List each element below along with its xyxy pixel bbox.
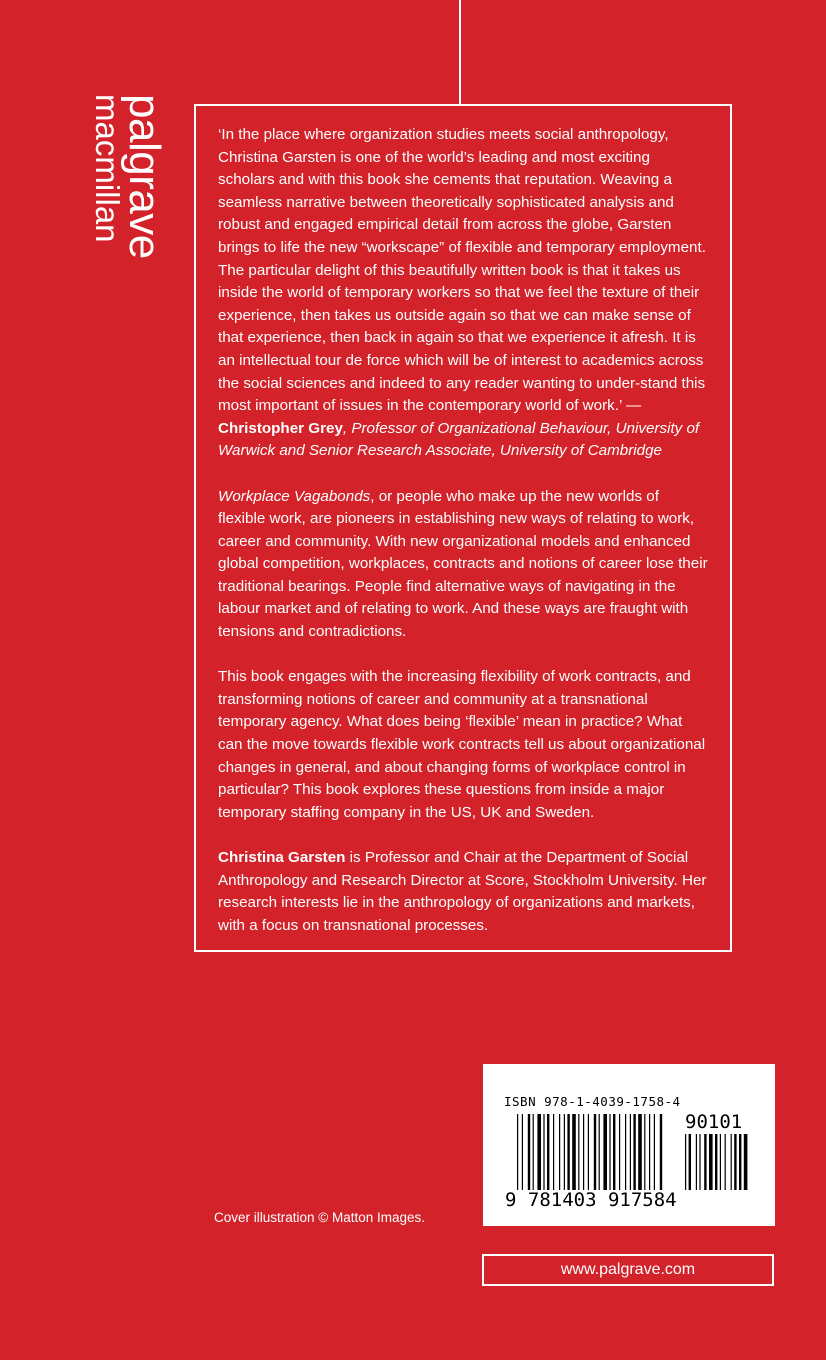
- barcode-bar: [599, 1114, 600, 1190]
- barcode-bar: [644, 1114, 645, 1190]
- barcode-bar: [517, 1114, 518, 1190]
- description-paragraph-2: This book engages with the increasing flexibility of work contracts, and transforming notions of career and community at a transnational temporary agency. What does being ‘flexible’ mean in practice? What can the move towards flexible work contracts tell us about organizational changes in general, and about changing forms of workplace control in particular? This book explores these questions from inside a major temporary staffing company in the US, UK and Sweden.: [218, 668, 706, 821]
- description-text-1: , or people who make up the new worlds of flexible work, are pioneers in establishing new ways of relating to work, career and community. With new organizational models and enhanced global competition, workplaces, contracts and notions of career lose their traditional bearings. People find alternative ways of navigating in the labour market and of relating to work. And these ways are fraught with tensions and contradictions.: [218, 487, 708, 641]
- barcode-bar: [583, 1114, 584, 1190]
- barcode-bar: [660, 1114, 662, 1190]
- barcode-bar: [543, 1114, 544, 1190]
- barcode-bar: [619, 1114, 620, 1190]
- top-divider-line: [459, 0, 461, 104]
- barcode-graphic: [483, 1064, 775, 1226]
- quote-text: ‘In the place where organization studies meets social anthropology, Christina Garsten is one of the world’s leading and most exciting scholars and with this book she cements that reputation. Weaving a seamless narrative between theoretically sophisticated analysis and robust and engaged empirical detail from across the globe, Garsten brings to life the new “workscape” of flexible and temporary employment. The particular delight of this beautifully written book is that it takes us inside the world of temporary workers so that we feel the texture of their experience, then takes us outside again so that we can make sense of that experience, then back in again so that we experience it afresh. It is an intellectual tour de force which will be of interest to academics across the social sciences and indeed to any reader wanting to under-stand this most important of issues in the contemporary world of work.’: [218, 126, 706, 415]
- quote-dash: —: [626, 397, 642, 415]
- main-barcode-bars: [517, 1114, 662, 1190]
- barcode-bar: [685, 1134, 686, 1190]
- blurb-box: [194, 104, 732, 952]
- barcode-bar: [725, 1134, 726, 1190]
- barcode-bar: [739, 1134, 741, 1190]
- barcode-bar: [638, 1114, 642, 1190]
- barcode-bar: [559, 1114, 560, 1190]
- publisher-logo: [78, 94, 168, 284]
- website-link[interactable]: www.palgrave.com: [482, 1254, 774, 1286]
- barcode-bar: [734, 1134, 736, 1190]
- addon-barcode-bars: [685, 1134, 747, 1190]
- barcode-bar: [731, 1134, 732, 1190]
- book-title: Workplace Vagabonds: [218, 487, 371, 505]
- barcode-bar: [603, 1114, 607, 1190]
- barcode-bar: [699, 1134, 700, 1190]
- barcode-main-digits: 9 781403 917584: [505, 1189, 677, 1211]
- barcode-bar: [522, 1114, 523, 1190]
- author-bio-text: is Professor and Chair at the Department of Social Anthropology and Research Director at Score, Stockholm University. Her research interests lie in the anthropology of organizations and markets, with a focus on transnational processes.: [218, 849, 707, 934]
- isbn-label: ISBN 978-1-4039-1758-4: [504, 1094, 681, 1109]
- cover-credit: Cover illustration © Matton Images.: [214, 1210, 426, 1225]
- barcode-bar: [572, 1114, 576, 1190]
- barcode-bar: [630, 1114, 631, 1190]
- barcode-addon-digits: 90101: [685, 1111, 743, 1133]
- barcode-bar: [578, 1114, 579, 1190]
- barcode-bar: [553, 1114, 554, 1190]
- publisher-name-line1: palgrave: [120, 94, 169, 259]
- barcode-bar: [528, 1114, 530, 1190]
- barcode-bar: [704, 1134, 706, 1190]
- isbn-barcode-box: [483, 1064, 775, 1226]
- barcode-bar: [696, 1134, 697, 1190]
- quote-affiliation: , Professor of Organizational Behaviour, University of Warwick and Senior Research Associate, University of Cambridge: [218, 419, 700, 460]
- barcode-bar: [625, 1114, 626, 1190]
- barcode-bar: [649, 1114, 650, 1190]
- barcode-bar: [537, 1114, 541, 1190]
- barcode-bar: [533, 1114, 534, 1190]
- author-name: Christina Garsten: [218, 849, 346, 866]
- barcode-bar: [744, 1134, 748, 1190]
- barcode-bar: [594, 1114, 596, 1190]
- barcode-bar: [654, 1114, 655, 1190]
- endorsement-quote: [218, 124, 708, 463]
- barcode-bar: [709, 1134, 713, 1190]
- author-bio: [218, 847, 708, 937]
- barcode-bar: [720, 1134, 721, 1190]
- publisher-name-line2: macmillan: [89, 94, 126, 243]
- barcode-bar: [564, 1114, 565, 1190]
- barcode-bar: [715, 1134, 717, 1190]
- barcode-bar: [547, 1114, 549, 1190]
- barcode-bar: [567, 1114, 569, 1190]
- quote-author: Christopher Grey: [218, 419, 343, 437]
- barcode-bar: [588, 1114, 589, 1190]
- barcode-bar: [633, 1114, 635, 1190]
- description-paragraph-1: [218, 486, 708, 644]
- barcode-bar: [609, 1114, 610, 1190]
- barcode-bar: [613, 1114, 615, 1190]
- barcode-bar: [689, 1134, 691, 1190]
